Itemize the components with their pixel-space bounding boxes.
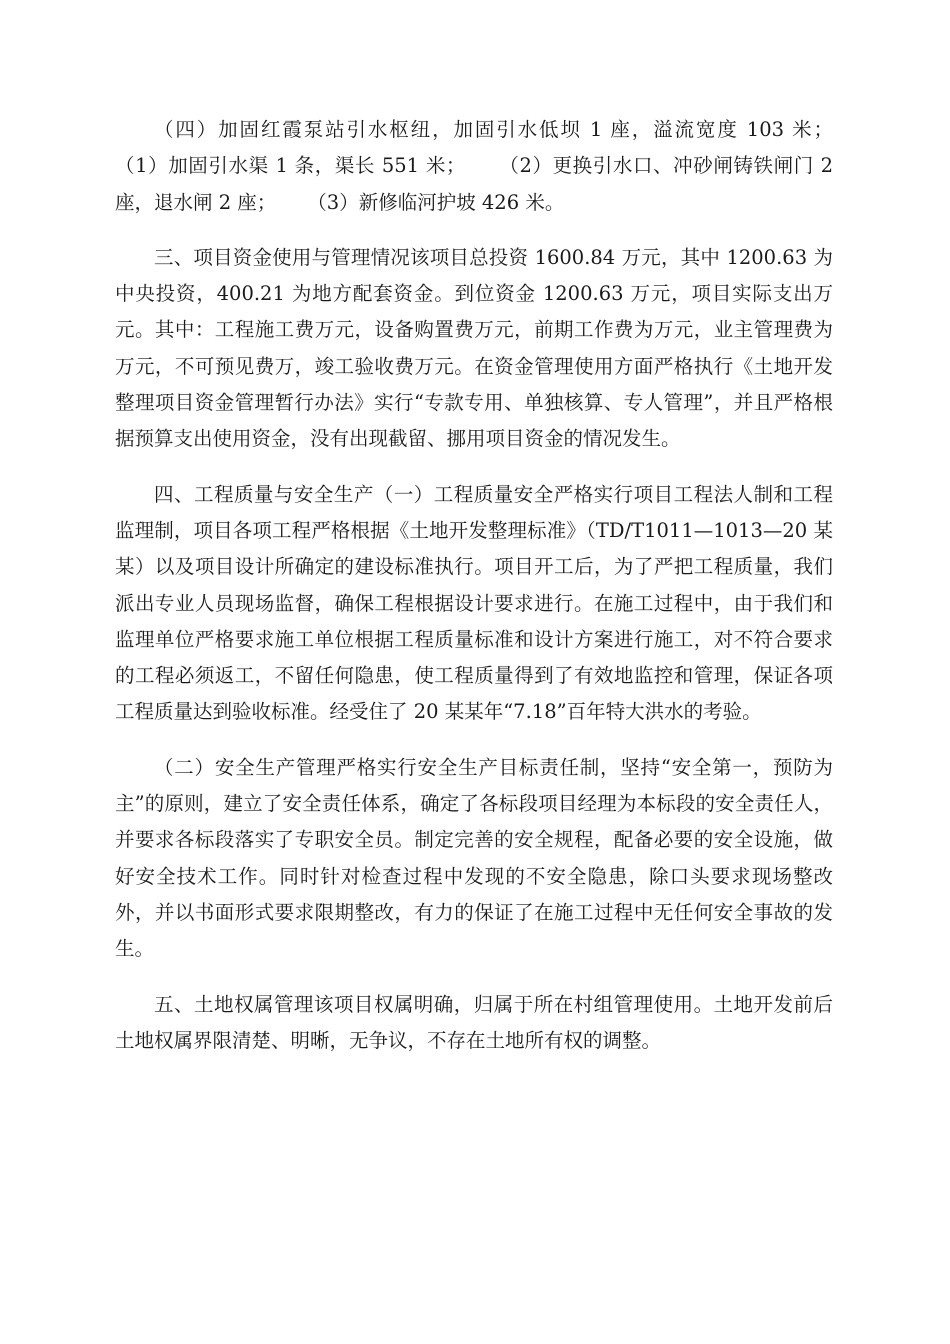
document-page — [115, 112, 852, 1078]
paragraph-land-rights: 五、土地权属管理该项目权属明确，归属于所在村组管理使用。土地开发前后土地权属界限清楚、明晰，无争议，不存在土地所有权的调整。 — [115, 992, 833, 1052]
paragraph-safety: （二）安全生产管理严格实行安全生产目标责任制，坚持“安全第一，预防为主”的原则，建立了安全责任体系，确定了各标段项目经理为本标段的安全责任人，并要求各标段落实了专职安全员。制定完善的安全规程，配备必要的安全设施，做好安全技术工作。同时针对检查过程中发现的不安全隐患，除口头要求现场整改外，并以书面形式要求限期整改，有力的保证了在施工过程中无任何安全事故的发生。 — [115, 755, 833, 961]
paragraph-pump-station: （四）加固红霞泵站引水枢纽，加固引水低坝 1 座，溢流宽度 103 米； （1）加固引水渠 1 条，渠长 551 米； （2）更换引水口、冲砂闸铸铁闸门 2 座，退水闸 2 座； （3）新修临河护坡 426 米。 — [115, 118, 852, 214]
paragraph-quality: 四、工程质量与安全生产（一）工程质量安全严格实行项目工程法人制和工程监理制，项目各项工程严格根据《土地开发整理标准》（TD/T1011—1013—20 某某）以及项目设计所确定的建设标准执行。项目开工后，为了严把工程质量，我们派出专业人员现场监督，确保工程根据设计要求进行。在施工过程中，由于我们和监理单位严格要求施工单位根据工程质量标准和设计方案进行施工，对不符合要求的工程必须返工，不留任何隐患，使工程质量得到了有效地监控和管理，保证各项工程质量达到验收标准。经受住了 20 某某年“7.18”百年特大洪水的考验。 — [115, 482, 833, 724]
paragraph-funding: 三、项目资金使用与管理情况该项目总投资 1600.84 万元，其中 1200.63 为中央投资，400.21 为地方配套资金。到位资金 1200.63 万元，项目实际支出万元。其中：工程施工费万元，设备购置费万元，前期工作费为万元，业主管理费为万元，不可预见费万，竣工验收费万元。在资金管理使用方面严格执行《土地开发整理项目资金管理暂行办法》实行“专款专用、单独核算、专人管理”，并且严格根据预算支出使用资金，没有出现截留、挪用项目资金的情况发生。 — [115, 245, 833, 451]
